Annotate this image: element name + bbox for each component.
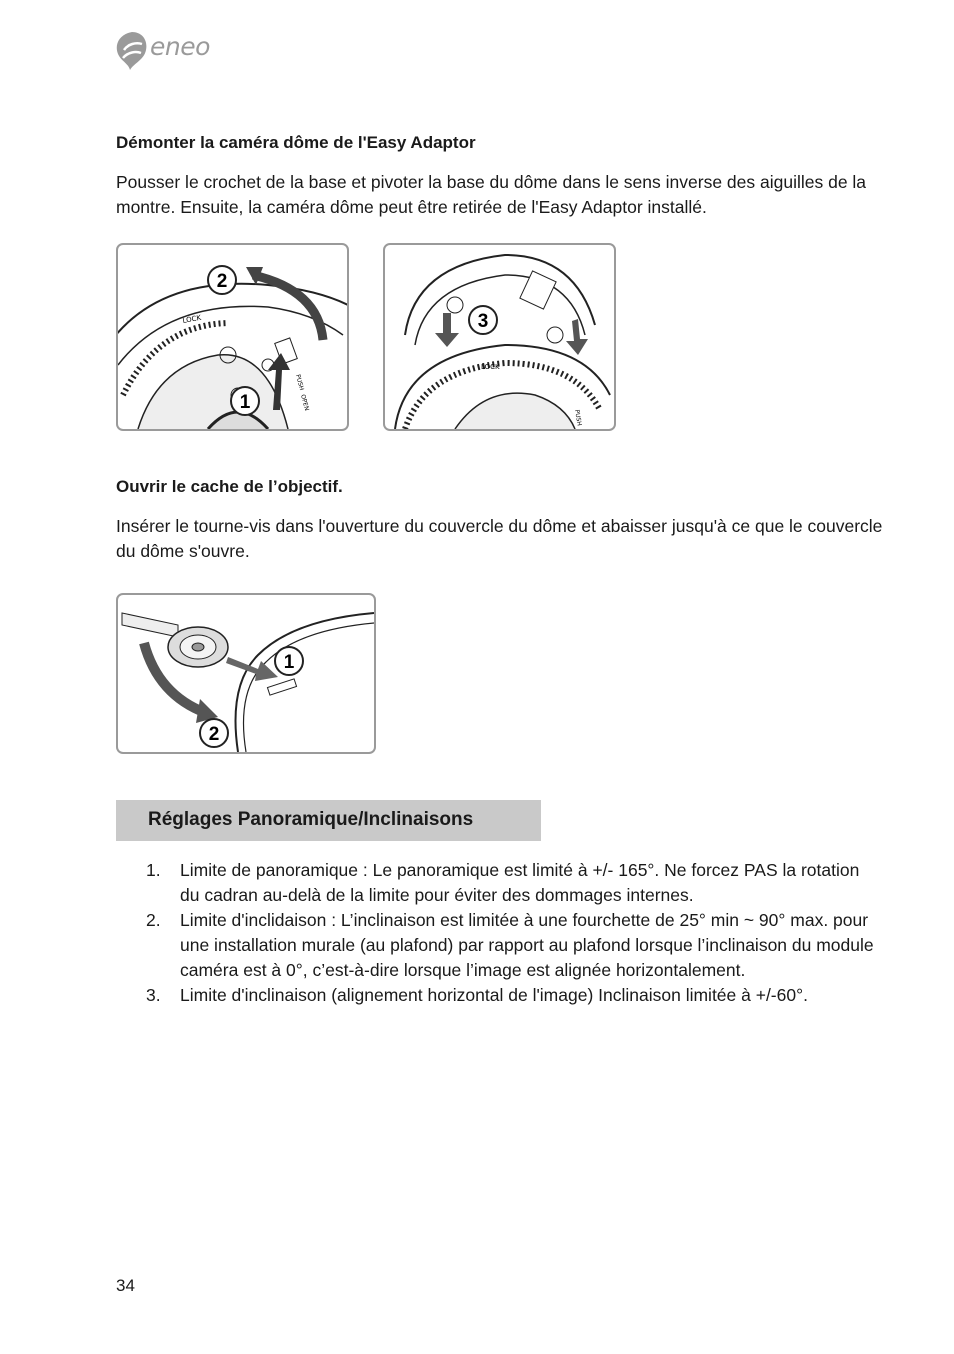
eneo-logo: [114, 30, 224, 72]
list-item: [116, 858, 876, 908]
callout-2: 2: [208, 724, 220, 745]
list-text: Limite d'inclinaison (alignement horizontal de l'image) Inclinaison limitée à +/-60°.: [180, 985, 808, 1005]
callout-2: 2: [216, 271, 228, 292]
settings-list: [116, 858, 876, 1008]
figure-open-cover: [116, 593, 376, 754]
heading-dismount: Démonter la caméra dôme de l'Easy Adaptor: [116, 133, 476, 152]
paragraph-open-cover: Insérer le tourne-vis dans l'ouverture du couvercle du dôme et abaisser jusqu'à ce que le couvercle du dôme s'ouvre.: [116, 516, 883, 561]
list-number: 3.: [146, 985, 161, 1005]
lock-label: LOCK: [181, 313, 202, 325]
paragraph-dismount: Pousser le crochet de la base et pivoter la base du dôme dans le sens inverse des aiguilles de la montre. Ensuite, la caméra dôme peut être retirée de l'Easy Adaptor installé.: [116, 172, 867, 217]
section-title: Réglages Panoramique/Inclinaisons: [148, 809, 474, 830]
list-text: Limite de panoramique : Le panoramique est limité à +/- 165°. Ne forcez PAS la rotation du cadran au-delà de la limite pour éviter des dommages internes.: [180, 860, 860, 905]
eneo-leaf-icon: [114, 30, 150, 72]
list-item: [116, 983, 876, 1008]
list-item: [116, 908, 876, 983]
brand-name: eneo: [150, 32, 210, 61]
callout-1: 1: [283, 652, 295, 673]
lock-label: LOCK: [481, 363, 500, 371]
section-header-bar: [116, 800, 541, 841]
push-label: PUSH: [573, 409, 583, 427]
page-number: 34: [116, 1276, 135, 1295]
figure-dismount-right: [383, 243, 616, 431]
open-label: OPEN: [299, 393, 311, 412]
callout-1: 1: [239, 392, 251, 413]
list-text: Limite d'inclidaison : L’inclinaison est limitée à une fourchette de 25° min ~ 90° max. pour une installation murale (au plafond) par rapport au plafond lorsque l’inclinaison du module caméra est à 0°, c’est-à-dire lorsque l’image est alignée horizontalement.: [180, 910, 874, 980]
heading-open-cover: Ouvrir le cache de l’objectif.: [116, 477, 343, 496]
push-label: PUSH: [294, 373, 306, 392]
callout-3: 3: [477, 311, 489, 332]
list-number: 1.: [146, 860, 161, 880]
list-number: 2.: [146, 910, 161, 930]
figure-dismount-left: [116, 243, 349, 431]
